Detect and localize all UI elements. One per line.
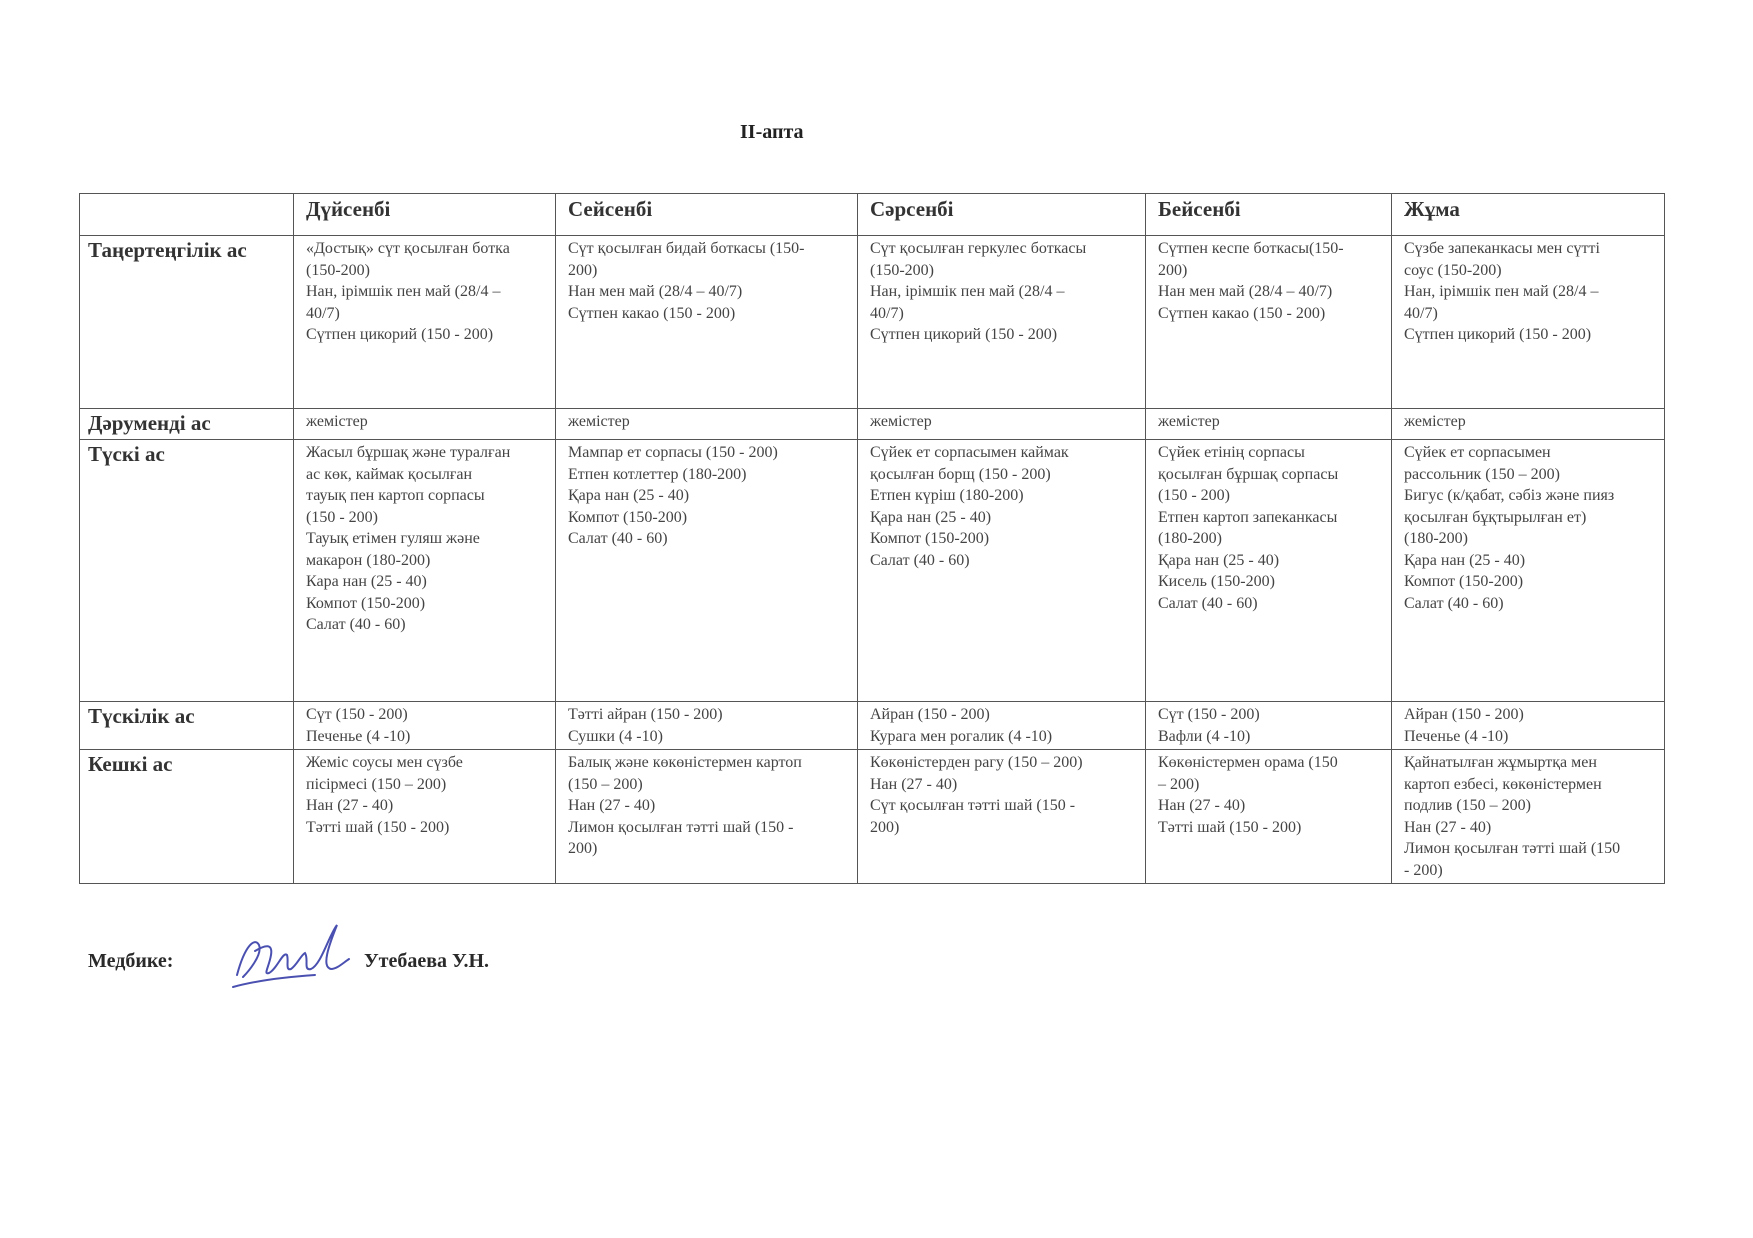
menu-item-line: жемістер: [1158, 413, 1220, 430]
menu-item-line: Лимон қосылған тәтті шай (150 -: [568, 818, 794, 836]
menu-cell: [858, 440, 1146, 702]
menu-item-line: 200): [568, 261, 598, 279]
menu-item-line: Сүтпен цикорий (150 - 200): [306, 326, 494, 343]
menu-item-line: Сүтпен цикорий (150 - 200): [1404, 326, 1592, 343]
menu-item-line: Салат (40 - 60): [568, 530, 668, 547]
menu-item-line: Сүйек ет сорпасымен каймак: [870, 444, 1069, 461]
menu-cell: [294, 750, 556, 884]
menu-item-line: Вафли (4 -10): [1158, 727, 1251, 745]
menu-item-line: Көкөністерден рагу (150 – 200): [870, 754, 1083, 771]
menu-item-line: Қара нан (25 - 40): [870, 508, 992, 526]
menu-cell: [1146, 702, 1392, 750]
menu-item-line: Кара нан (25 - 40): [306, 573, 427, 590]
menu-item-line: Печенье (4 -10): [306, 727, 411, 745]
menu-item-line: Нан, ірімшік пен май (28/4 –: [306, 283, 501, 300]
menu-item-line: Компот (150-200): [568, 508, 688, 526]
menu-item-line: Нан (27 - 40): [306, 797, 394, 814]
menu-item-line: Нан, ірімшік пен май (28/4 –: [870, 283, 1065, 300]
menu-item-line: Сүтпен какао (150 - 200): [1158, 304, 1326, 322]
menu-cell: [294, 440, 556, 702]
menu-item-line: Лимон қосылған тәтті шай (150: [1404, 840, 1621, 857]
menu-item-line: 40/7): [306, 304, 340, 322]
menu-cell: [858, 409, 1146, 440]
menu-item-line: жемістер: [568, 413, 630, 430]
menu-item-line: 200): [1158, 261, 1188, 279]
menu-cell: [294, 409, 556, 440]
menu-item-line: пісірмесі (150 – 200): [306, 775, 447, 793]
menu-cell: [1392, 440, 1665, 702]
menu-item-line: рассольник (150 – 200): [1404, 465, 1560, 483]
menu-item-line: Нан (27 - 40): [870, 775, 958, 793]
menu-item-line: - 200): [1404, 861, 1443, 879]
menu-cell: [1146, 750, 1392, 884]
menu-item-line: Сушки (4 -10): [568, 727, 663, 745]
menu-item-line: (150-200): [306, 261, 370, 279]
menu-item-line: Көкөністермен орама (150: [1158, 754, 1338, 771]
menu-item-line: қосылған бұршақ сорпасы: [1158, 465, 1339, 483]
meal-label: Кешкі ас: [80, 750, 294, 884]
menu-item-line: Қара нан (25 - 40): [1404, 551, 1526, 569]
menu-item-line: Сүйек етінің сорпасы: [1158, 444, 1305, 461]
menu-item-line: Қайнатылған жұмыртқа мен: [1404, 754, 1597, 771]
day-header: Дүйсенбі: [294, 194, 556, 236]
menu-item-line: Тәтті шай (150 - 200): [1158, 818, 1302, 836]
menu-cell: [1146, 440, 1392, 702]
menu-item-line: (150 - 200): [1158, 487, 1230, 504]
menu-item-line: жемістер: [306, 413, 368, 430]
menu-item-line: макарон (180-200): [306, 551, 431, 569]
meal-row-snack: [80, 702, 1665, 750]
signature-image: [225, 915, 355, 995]
meal-label: Түскілік ас: [80, 702, 294, 750]
menu-cell: [556, 750, 858, 884]
menu-item-line: подлив (150 – 200): [1404, 797, 1531, 814]
menu-item-line: Етпен котлеттер (180-200): [568, 465, 747, 483]
menu-item-line: тауық пен картоп сорпасы: [306, 487, 485, 504]
menu-cell: [556, 440, 858, 702]
menu-cell: [858, 702, 1146, 750]
menu-cell: [294, 236, 556, 409]
menu-item-line: Айран (150 - 200): [870, 706, 990, 723]
menu-cell: [294, 702, 556, 750]
menu-cell: [858, 236, 1146, 409]
menu-item-line: Компот (150-200): [1404, 573, 1524, 590]
menu-item-line: Салат (40 - 60): [1158, 594, 1258, 612]
menu-item-line: Нан мен май (28/4 – 40/7): [1158, 283, 1333, 300]
menu-cell: [1392, 409, 1665, 440]
menu-item-line: Салат (40 - 60): [1404, 594, 1504, 612]
meal-row-dinner: [80, 750, 1665, 884]
signature-block: [88, 950, 490, 973]
menu-item-line: Сүт (150 - 200): [306, 706, 408, 723]
menu-item-line: Салат (40 - 60): [870, 551, 970, 569]
menu-cell: [1146, 409, 1392, 440]
menu-item-line: Компот (150-200): [306, 594, 426, 612]
menu-item-line: Курага мен рогалик (4 -10): [870, 727, 1053, 745]
menu-item-line: Жеміс соусы мен сүзбе: [306, 754, 463, 771]
meal-row-lunch: [80, 440, 1665, 702]
menu-cell: [1392, 702, 1665, 750]
menu-item-line: жемістер: [870, 413, 932, 430]
menu-item-line: Мампар ет сорпасы (150 - 200): [568, 444, 778, 461]
menu-item-line: Сүт (150 - 200): [1158, 706, 1260, 723]
menu-item-line: 40/7): [1404, 304, 1438, 322]
menu-item-line: Сүйек ет сорпасымен: [1404, 444, 1551, 461]
menu-item-line: Салат (40 - 60): [306, 616, 406, 633]
menu-cell: [1392, 236, 1665, 409]
menu-item-line: (180-200): [1158, 530, 1222, 547]
menu-item-line: Бигус (к/қабат, сәбіз және пияз: [1404, 487, 1615, 504]
menu-item-line: соус (150-200): [1404, 261, 1502, 279]
menu-item-line: Жасыл бұршақ және туралған: [306, 444, 511, 461]
menu-item-line: Қара нан (25 - 40): [568, 487, 690, 504]
menu-item-line: 200): [870, 818, 900, 836]
menu-item-line: Нан (27 - 40): [1158, 797, 1246, 814]
menu-item-line: Кисель (150-200): [1158, 573, 1275, 590]
menu-item-line: (180-200): [1404, 530, 1468, 547]
page-title: II-апта: [740, 121, 804, 143]
day-header: Бейсенбі: [1146, 194, 1392, 236]
meal-label: Таңертеңгілік ас: [80, 236, 294, 409]
day-header: Жұма: [1392, 194, 1665, 236]
menu-item-line: Нан (27 - 40): [1404, 818, 1492, 836]
menu-item-line: Сүтпен какао (150 - 200): [568, 304, 736, 322]
menu-item-line: жемістер: [1404, 413, 1466, 430]
menu-item-line: – 200): [1158, 775, 1200, 793]
menu-item-line: Сүт қосылған бидай боткасы (150-: [568, 240, 805, 257]
menu-item-line: қосылған бұқтырылған ет): [1404, 508, 1587, 526]
day-header: Сейсенбі: [556, 194, 858, 236]
nurse-name: Утебаева У.Н.: [364, 950, 490, 972]
header-row: [80, 194, 1665, 236]
day-header: Сәрсенбі: [858, 194, 1146, 236]
menu-item-line: Тауық етімен гуляш және: [306, 530, 480, 547]
menu-item-line: Қара нан (25 - 40): [1158, 551, 1280, 569]
meal-row-vitamin: [80, 409, 1665, 440]
menu-item-line: Сүт қосылған геркулес боткасы: [870, 240, 1087, 257]
menu-item-line: Сүтпен кеспе боткасы(150-: [1158, 240, 1344, 257]
corner-cell: [80, 194, 294, 236]
menu-cell: [556, 702, 858, 750]
menu-item-line: Тәтті шай (150 - 200): [306, 818, 450, 836]
menu-item-line: Сүт қосылған тәтті шай (150 -: [870, 797, 1076, 814]
menu-item-line: (150 – 200): [568, 775, 643, 793]
menu-item-line: Сүтпен цикорий (150 - 200): [870, 326, 1058, 343]
menu-item-line: Балық және көкөністермен картоп: [568, 754, 802, 771]
menu-item-line: Нан мен май (28/4 – 40/7): [568, 283, 743, 300]
menu-item-line: картоп езбесі, көкөністермен: [1404, 775, 1602, 793]
menu-cell: [1392, 750, 1665, 884]
meal-row-breakfast: [80, 236, 1665, 409]
menu-cell: [556, 409, 858, 440]
menu-cell: [858, 750, 1146, 884]
menu-item-line: 40/7): [870, 304, 904, 322]
menu-item-line: Сүзбе запеканкасы мен сүтті: [1404, 240, 1600, 257]
menu-item-line: Етпен картоп запеканкасы: [1158, 508, 1338, 526]
menu-cell: [556, 236, 858, 409]
menu-table: [79, 193, 1665, 884]
menu-item-line: Нан (27 - 40): [568, 797, 656, 814]
menu-item-line: (150 - 200): [306, 508, 378, 526]
menu-item-line: 200): [568, 840, 598, 857]
menu-cell: [1146, 236, 1392, 409]
menu-item-line: Тәтті айран (150 - 200): [568, 706, 723, 723]
menu-item-line: ас көк, каймак қосылған: [306, 465, 473, 483]
menu-item-line: (150-200): [870, 261, 934, 279]
menu-item-line: Нан, ірімшік пен май (28/4 –: [1404, 283, 1599, 300]
menu-item-line: «Достық» сүт қосылған ботка: [306, 240, 510, 257]
menu-item-line: Айран (150 - 200): [1404, 706, 1524, 723]
nurse-label: Медбике:: [88, 950, 174, 972]
menu-item-line: Етпен күріш (180-200): [870, 487, 1024, 504]
menu-item-line: қосылған борщ (150 - 200): [870, 465, 1051, 483]
menu-item-line: Компот (150-200): [870, 530, 990, 547]
meal-label: Дәруменді ас: [80, 409, 294, 440]
meal-label: Түскі ас: [80, 440, 294, 702]
menu-item-line: Печенье (4 -10): [1404, 727, 1509, 745]
